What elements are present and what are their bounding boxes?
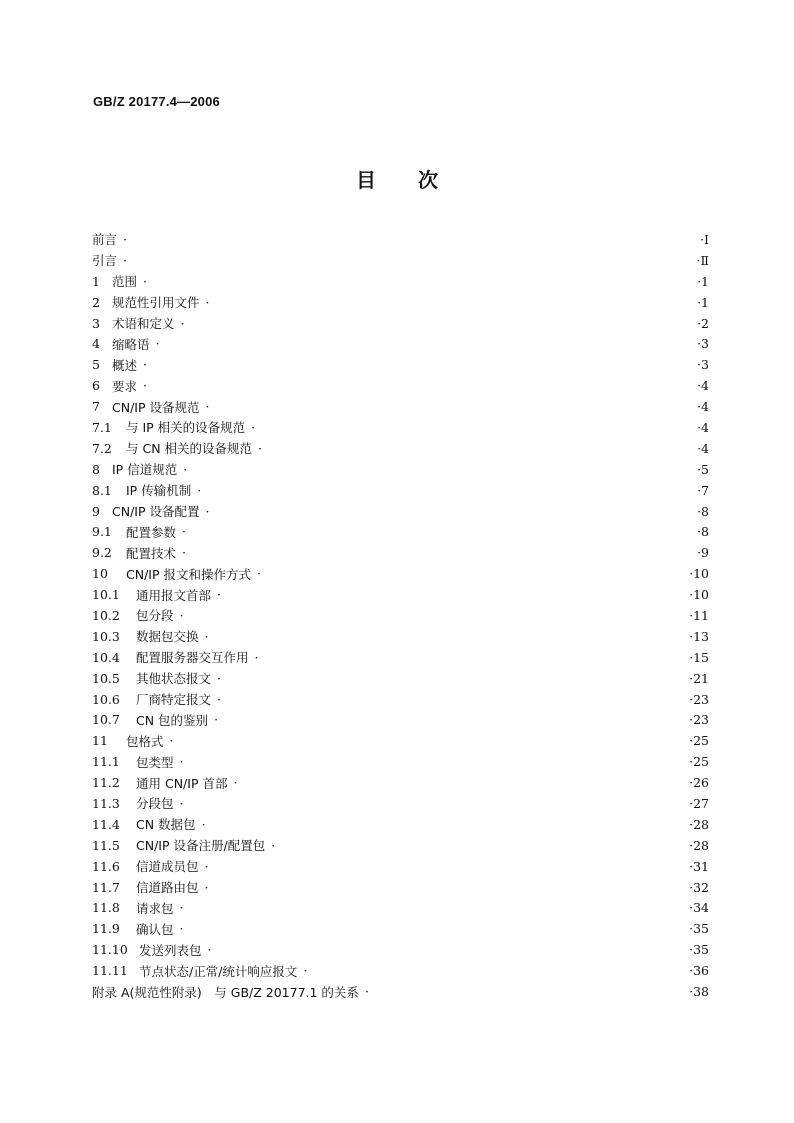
toc-entry-title: 与 CN 相关的设备规范 [126, 441, 253, 457]
toc-entry-title: 规范性引用文件 [112, 295, 200, 311]
toc-entry-title: 请求包 [136, 900, 174, 916]
toc-leader-dot: · [689, 879, 694, 895]
toc-entry-page: 21 [693, 670, 709, 686]
toc-entry-number: 11.2 [92, 775, 120, 791]
toc-entry[interactable] [92, 856, 709, 877]
toc-leader-dot: · [143, 273, 147, 289]
toc-leader-dot: · [204, 628, 209, 644]
toc-entry-number: 4 [92, 336, 100, 352]
toc-entry-page: 28 [693, 837, 709, 853]
toc-entry-page: 36 [693, 963, 709, 979]
toc-entry[interactable] [92, 939, 709, 960]
toc-entry[interactable] [92, 751, 709, 772]
toc-entry-page: 4 [701, 440, 709, 456]
toc-entry[interactable] [92, 459, 709, 480]
toc-entry-page: 4 [701, 399, 709, 415]
toc-entry-page: 13 [693, 628, 709, 644]
toc-leader-dot: · [254, 649, 259, 665]
toc-leader-dot: · [204, 858, 209, 874]
toc-entry-number: 10.4 [92, 649, 120, 665]
toc-entry[interactable] [92, 960, 709, 981]
toc-entry-number: 11.11 [92, 963, 128, 979]
toc-leader-dot: · [205, 294, 210, 310]
toc-entry[interactable] [92, 626, 709, 647]
toc-entry-page: 28 [693, 816, 709, 832]
toc-entry[interactable] [92, 877, 709, 898]
toc-entry-title: 数据包交换 [136, 629, 199, 645]
toc-leader-dot: · [697, 357, 702, 373]
toc-entry-title: 与 IP 相关的设备规范 [126, 420, 246, 436]
toc-leader-dot: · [364, 984, 369, 999]
toc-entry-number: 10.3 [92, 628, 120, 644]
toc-entry-page: 4 [701, 419, 709, 435]
toc-entry[interactable] [92, 668, 709, 689]
toc-entry[interactable] [92, 396, 709, 417]
toc-entry-page: 26 [693, 775, 709, 791]
toc-entry[interactable] [92, 271, 709, 292]
toc-entry[interactable] [92, 689, 709, 710]
toc-entry-number: 5 [92, 357, 100, 373]
toc-entry-page: 34 [693, 900, 709, 916]
toc-entry[interactable] [92, 229, 709, 250]
toc-entry[interactable] [92, 605, 709, 626]
toc-leader-dot: · [689, 754, 694, 770]
toc-entry[interactable] [92, 542, 709, 563]
toc-entry-title: 厂商特定报文 [136, 692, 212, 708]
toc-leader-dot: · [179, 607, 184, 623]
toc-entry[interactable] [92, 417, 709, 438]
toc-leader-dot: · [143, 357, 147, 373]
toc-entry-page: 1 [701, 294, 709, 310]
toc-entry-title: 信道成员包 [136, 859, 199, 875]
toc-entry-page: 2 [701, 315, 709, 331]
toc-leader-dot: · [217, 670, 221, 686]
toc-leader-dot: · [233, 775, 238, 791]
toc-entry[interactable] [92, 313, 709, 334]
toc-entry[interactable] [92, 814, 709, 835]
toc-entry-number: 1 [92, 273, 100, 289]
toc-leader-dot: · [207, 942, 212, 958]
toc-leader-dot: · [183, 461, 188, 477]
toc-entry-title: 包分段 [136, 608, 174, 624]
toc-leader-dot: · [257, 566, 261, 582]
toc-entry[interactable] [92, 521, 709, 542]
toc-entry[interactable] [92, 709, 709, 730]
toc-entry-title: 术语和定义 [112, 316, 175, 331]
toc-entry-page: 25 [693, 733, 709, 749]
toc-entry-title: IP 传输机制 [126, 483, 192, 499]
toc-entry-number: 2 [92, 294, 100, 310]
toc-leader-dot: · [689, 775, 694, 791]
toc-entry[interactable] [92, 918, 709, 939]
toc-entry-number: 7.1 [92, 419, 112, 435]
toc-entry-page: 35 [693, 942, 709, 958]
toc-leader-dot: · [689, 607, 694, 623]
toc-entry-title: CN/IP 设备规范 [112, 399, 200, 415]
toc-entry-number: 9.1 [92, 524, 112, 540]
toc-entry-page: 8 [701, 524, 709, 540]
toc-leader-dot: · [258, 440, 263, 456]
toc-leader-dot: · [697, 315, 702, 331]
toc-entry[interactable] [92, 354, 709, 375]
toc-leader-dot: · [689, 858, 694, 874]
toc-entry-title: 配置技术 [126, 545, 177, 561]
toc-entry-title: IP 信道规范 [112, 462, 178, 478]
toc-leader-dot: · [697, 503, 702, 519]
toc-leader-dot: · [689, 566, 694, 582]
toc-entry-number: 11.7 [92, 879, 120, 895]
toc-entry[interactable] [92, 375, 709, 396]
toc-entry-page: 15 [693, 649, 709, 665]
toc-entry-title: 引言 [92, 253, 118, 269]
toc-leader-dot: · [696, 252, 701, 268]
toc-entry-number: 9.2 [92, 545, 112, 561]
toc-leader-dot: · [205, 399, 210, 415]
toc-entry-page: 4 [701, 378, 709, 394]
toc-entry[interactable] [92, 333, 709, 354]
toc-entry-title: 附录 A(规范性附录) 与 GB/Z 20177.1 的关系 [92, 984, 359, 1000]
toc-leader-dot: · [217, 587, 221, 603]
toc-entry-number: 9 [92, 503, 100, 519]
toc-leader-dot: · [697, 461, 702, 477]
toc-leader-dot: · [205, 503, 210, 519]
toc-entry[interactable] [92, 981, 709, 1002]
toc-leader-dot: · [179, 754, 184, 770]
toc-entry-title: CN/IP 报文和操作方式 [126, 566, 251, 582]
toc-leader-dot: · [123, 231, 127, 247]
toc-entry-page: 3 [701, 357, 709, 373]
toc-entry-title: 通用 CN/IP 首部 [136, 775, 228, 791]
toc-leader-dot: · [182, 545, 186, 561]
toc-leader-dot: · [251, 419, 256, 435]
toc-leader-dot: · [180, 315, 185, 331]
toc-entry[interactable] [92, 584, 709, 605]
toc-entry-page: 11 [693, 607, 709, 623]
toc-entry-page: 23 [693, 712, 709, 728]
toc-entry-title: CN/IP 设备注册/配置包 [136, 838, 266, 854]
toc-entry[interactable] [92, 730, 709, 751]
toc-entry-title: 要求 [112, 378, 138, 394]
toc-entry-number: 11.4 [92, 816, 120, 832]
toc-entry-title: 其他状态报文 [136, 671, 212, 687]
toc-leader-dot: · [217, 691, 221, 707]
toc-entry[interactable] [92, 898, 709, 919]
toc-entry-page: 7 [701, 482, 709, 498]
toc-entry-page: 32 [693, 879, 709, 895]
toc-entry-number: 6 [92, 378, 100, 394]
toc-entry-page: 1 [701, 273, 709, 289]
toc-entry-title: CN 数据包 [136, 817, 196, 833]
toc-entry-number: 10.5 [92, 670, 120, 686]
toc-entry-number: 10.1 [92, 587, 120, 603]
toc-entry-number: 10.7 [92, 712, 120, 728]
toc-leader-dot: · [169, 733, 174, 749]
toc-leader-dot: · [689, 733, 694, 749]
toc-leader-dot: · [689, 921, 694, 937]
toc-entry-number: 11.6 [92, 858, 120, 874]
toc-entry-title: 节点状态/正常/统计响应报文 [139, 963, 298, 979]
toc-entry-title: 范围 [112, 274, 138, 290]
toc-entry-page: Ⅱ [700, 252, 709, 268]
toc-entry-page: 3 [701, 336, 709, 352]
toc-leader-dot: · [143, 378, 147, 394]
toc-entry-title: 发送列表包 [139, 942, 202, 958]
toc-entry-title: 包格式 [126, 733, 164, 749]
toc-entry-title: 缩略语 [112, 336, 150, 352]
toc-entry-title: 包类型 [136, 754, 174, 770]
toc-entry-title: 通用报文首部 [136, 587, 212, 603]
toc-entry[interactable] [92, 793, 709, 814]
toc-entry-page: 9 [701, 545, 709, 561]
toc-leader-dot: · [179, 900, 184, 916]
toc-entry-number: 11.9 [92, 921, 120, 937]
toc-leader-dot: · [689, 816, 694, 832]
toc-entry-number: 7.2 [92, 440, 112, 456]
toc-entry-title: 概述 [112, 357, 138, 373]
toc-leader-dot: · [689, 837, 694, 853]
toc-entry-number: 11.5 [92, 837, 120, 853]
toc-leader-dot: · [689, 942, 694, 958]
toc-leader-dot: · [689, 691, 694, 707]
toc-entry-page: 38 [693, 984, 709, 999]
toc-entry[interactable] [92, 501, 709, 522]
toc-entry-number: 10 [92, 566, 108, 582]
toc-entry-title: 确认包 [136, 921, 174, 937]
toc-entry[interactable] [92, 647, 709, 668]
toc-leader-dot: · [697, 273, 702, 289]
toc-entry-title: 信道路由包 [136, 880, 199, 896]
toc-entry-title: 前言 [92, 232, 118, 248]
standard-code-header: GB/Z 20177.4—2006 [93, 94, 220, 109]
toc-entry-number: 11.8 [92, 900, 120, 916]
toc-entry-page: 35 [693, 921, 709, 937]
toc-entry-page: 5 [701, 461, 709, 477]
toc-leader-dot: · [697, 524, 702, 540]
toc-entry-number: 8 [92, 461, 100, 477]
toc-entry[interactable] [92, 480, 709, 501]
toc-leader-dot: · [689, 984, 694, 999]
toc-leader-dot: · [155, 336, 160, 352]
toc-entry-title: 配置服务器交互作用 [136, 650, 249, 666]
toc-leader-dot: · [123, 252, 127, 268]
toc-leader-dot: · [697, 336, 702, 352]
toc-entry-page: 10 [693, 587, 709, 603]
toc-leader-dot: · [697, 419, 702, 435]
toc-leader-dot: · [201, 816, 206, 832]
toc-leader-dot: · [689, 900, 694, 916]
toc-entry-number: 10.6 [92, 691, 120, 707]
toc-leader-dot: · [697, 399, 702, 415]
toc-entry-number: 10.2 [92, 607, 120, 623]
toc-leader-dot: · [697, 294, 702, 310]
toc-entry-page: 8 [701, 503, 709, 519]
toc-leader-dot: · [689, 628, 694, 644]
toc-leader-dot: · [689, 649, 694, 665]
toc-entry-page: Ⅰ [704, 231, 709, 247]
table-of-contents [92, 229, 709, 1002]
toc-leader-dot: · [204, 879, 209, 895]
toc-leader-dot: · [689, 670, 694, 686]
toc-leader-dot: · [689, 587, 694, 603]
toc-leader-dot: · [179, 795, 184, 811]
toc-leader-dot: · [214, 712, 219, 728]
toc-leader-dot: · [303, 963, 308, 979]
toc-entry-title: CN/IP 设备配置 [112, 504, 200, 520]
toc-leader-dot: · [697, 378, 702, 394]
toc-leader-dot: · [197, 482, 202, 498]
toc-entry-page: 25 [693, 754, 709, 770]
toc-entry[interactable] [92, 563, 709, 584]
toc-entry[interactable] [92, 250, 709, 271]
toc-leader-dot: · [697, 545, 702, 561]
toc-leader-dot: · [697, 482, 702, 498]
toc-leader-dot: · [700, 231, 705, 247]
toc-leader-dot: · [689, 963, 694, 979]
toc-entry[interactable] [92, 438, 709, 459]
toc-leader-dot: · [697, 440, 702, 456]
toc-leader-dot: · [271, 837, 276, 853]
toc-entry-page: 27 [693, 795, 709, 811]
toc-entry-number: 8.1 [92, 482, 112, 498]
toc-entry-page: 10 [693, 566, 709, 582]
toc-entry[interactable] [92, 292, 709, 313]
toc-entry-title: 配置参数 [126, 524, 177, 540]
toc-entry-page: 23 [693, 691, 709, 707]
toc-leader-dot: · [689, 795, 694, 811]
toc-leader-dot: · [182, 524, 186, 540]
toc-entry-page: 31 [693, 858, 709, 874]
toc-entry-number: 11.10 [92, 942, 128, 958]
page-title: 目次 [356, 168, 480, 192]
toc-entry-title: 分段包 [136, 796, 174, 812]
toc-entry-number: 11.3 [92, 795, 120, 811]
toc-entry-number: 11 [92, 733, 108, 749]
toc-entry[interactable] [92, 835, 709, 856]
toc-leader-dot: · [689, 712, 694, 728]
toc-entry[interactable] [92, 772, 709, 793]
toc-leader-dot: · [179, 921, 184, 937]
toc-entry-number: 11.1 [92, 754, 120, 770]
toc-entry-number: 3 [92, 315, 100, 331]
toc-entry-title: CN 包的鉴别 [136, 712, 209, 728]
toc-entry-number: 7 [92, 399, 100, 415]
